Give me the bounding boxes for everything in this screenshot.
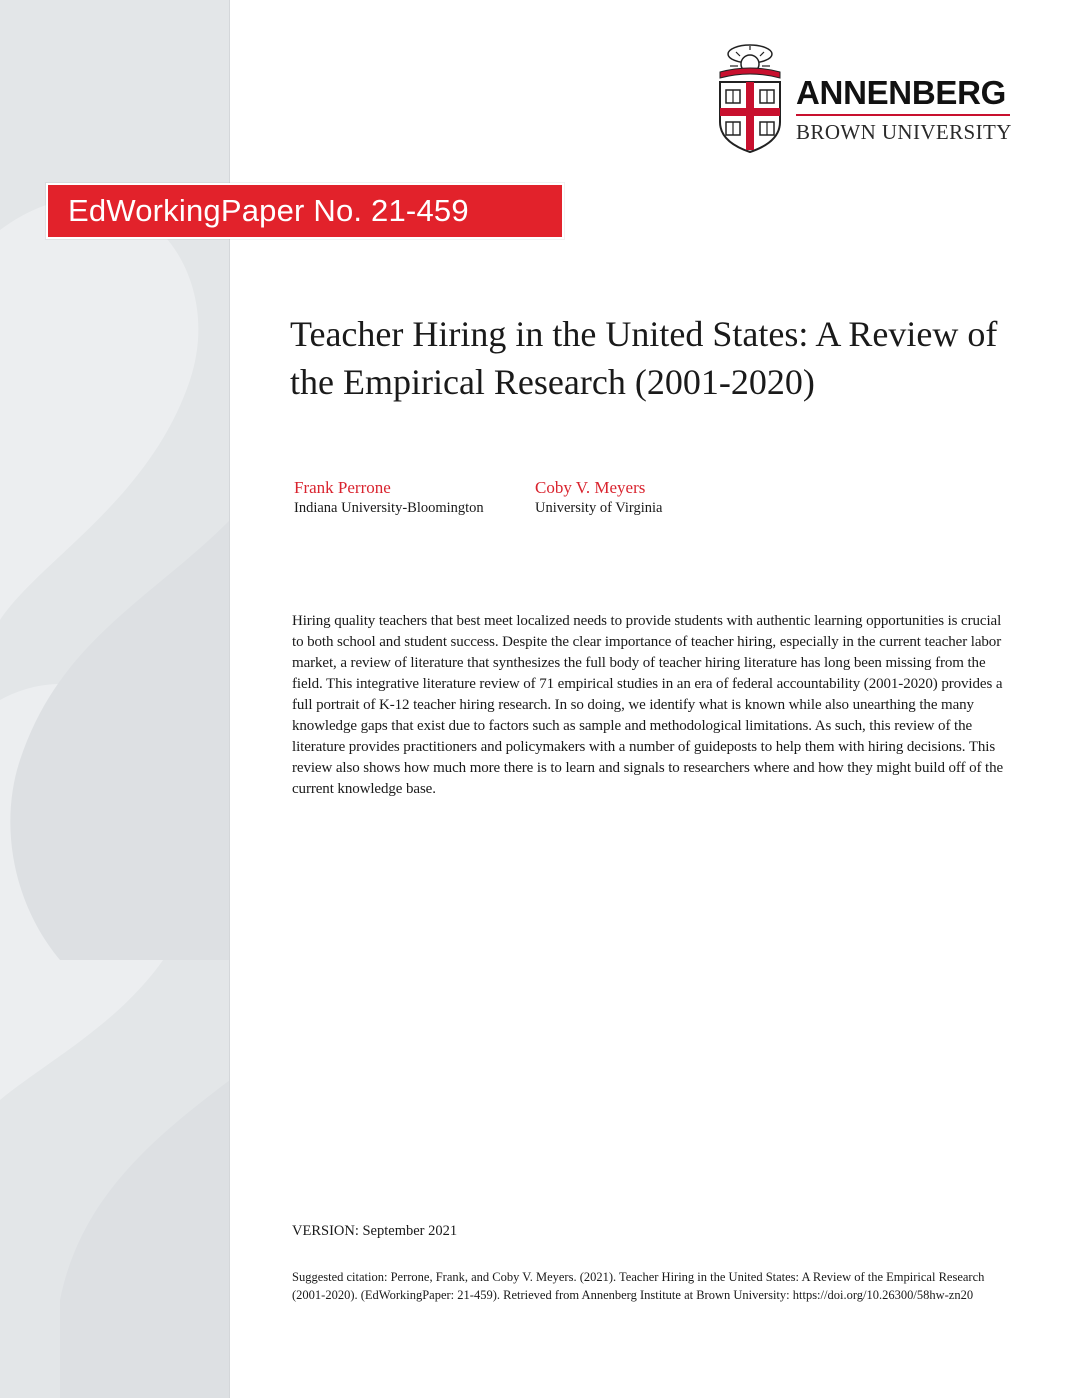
author-affiliation: University of Virginia [535, 500, 663, 516]
logo-divider [796, 114, 1010, 116]
version-line: VERSION: September 2021 [292, 1223, 458, 1239]
logo-wordmark: ANNENBERG [796, 74, 1006, 111]
paper-number-banner: EdWorkingPaper No. 21-459 [46, 183, 564, 239]
author-name: Coby V. Meyers [535, 478, 646, 497]
author-affiliation: Indiana University-Bloomington [294, 500, 484, 516]
author-block [294, 478, 484, 518]
suggested-citation: Suggested citation: Perrone, Frank, and Coby V. Meyers. (2021). Teacher Hiring in the United States: A Review of the Empirical Research (2001-2020). (EdWorkingPaper: 21-459). Retrieved from Annenberg Institute at Brown University: https://doi.org/10.26300/58hw-zn20 [292, 1270, 985, 1302]
paper-title: Teacher Hiring in the United States: A Review of the Empirical Research (2001-2020) [290, 314, 998, 402]
abstract-text: Hiring quality teachers that best meet localized needs to provide students with authentic learning opportunities is crucial to both school and student success. Despite the clear importance of teacher hiring, especially in the current teacher labor market, a review of literature that synthesizes the full body of teacher hiring literature has long been missing from the field. This integrative literature review of 71 empirical studies in an era of federal accountability (2001-2020) provides a full portrait of K-12 teacher hiring research. In so doing, we identify what is known while also unearthing the many knowledge gaps that exist due to factors such as sample and methodological limitations. As such, this review of the literature provides practitioners and policymakers with a number of guideposts to help them with hiring decisions. This review also shows how much more there is to learn and signals to researchers where and how they might build off of the current knowledge base. [292, 613, 1004, 797]
annenberg-logo [716, 42, 1016, 160]
author-name: Frank Perrone [294, 478, 391, 497]
logo-institution: BROWN UNIVERSITY [796, 120, 1012, 144]
brown-university-crest-icon [716, 42, 784, 154]
author-block [535, 478, 662, 518]
